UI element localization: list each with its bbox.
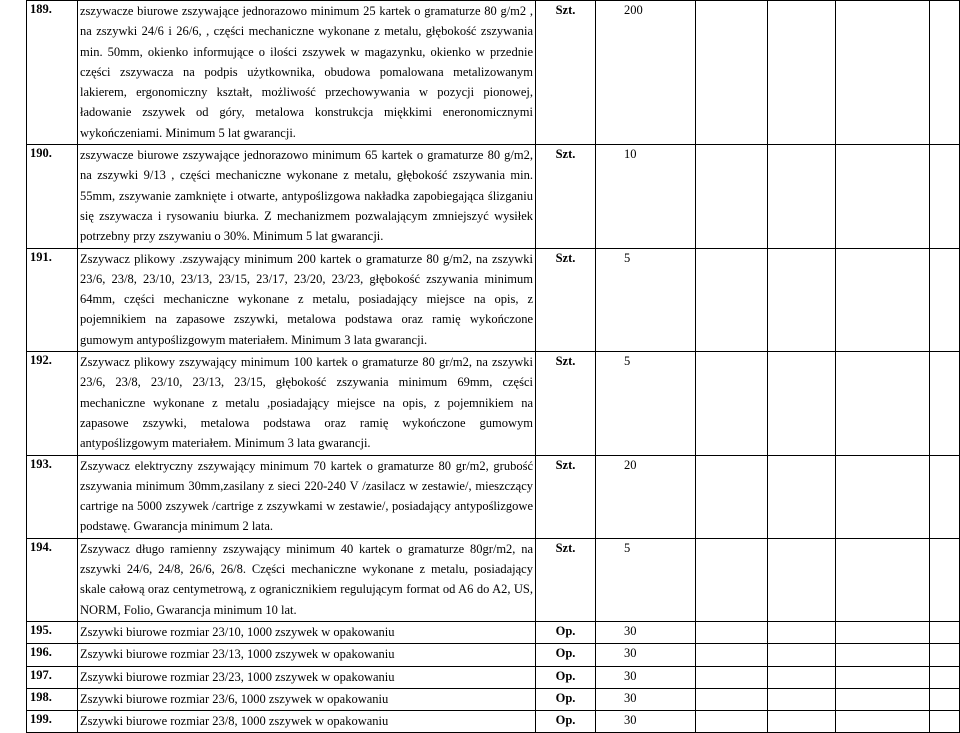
empty-cell bbox=[696, 666, 768, 688]
empty-cell bbox=[696, 688, 768, 710]
empty-cell bbox=[768, 621, 836, 643]
row-number: 191. bbox=[27, 248, 78, 351]
empty-cell bbox=[696, 145, 768, 248]
empty-cell bbox=[930, 621, 960, 643]
empty-cell bbox=[836, 711, 930, 733]
row-description: zszywacze biurowe zszywające jednorazowo minimum 65 kartek o gramaturze 80 g/m2, na zszywki 9/13 , części mechaniczne wykonane z metalu, głębokość zszywania min. 55mm, zszywanie zamknięte i otwarte, antypoślizgowa nakładka zapobiegająca ślizganiu się zszywacza i rysowaniu biurka. Z mechanizmem pozwalającym zmniejszyć wysiłek potrzebny przy zszywaniu o 30%. Minimum 5 lat gwarancji. bbox=[78, 145, 536, 248]
row-description: Zszywki biurowe rozmiar 23/23, 1000 zszywek w opakowaniu bbox=[78, 666, 536, 688]
row-description: Zszywki biurowe rozmiar 23/8, 1000 zszywek w opakowaniu bbox=[78, 711, 536, 733]
row-description: Zszywacz plikowy zszywający minimum 100 kartek o gramaturze 80 gr/m2, na zszywki 23/6, 23/8, 23/10, 23/13, 23/15, głębokość zszywania minimum 69mm, części mechaniczne wykonane z metalu ,posiadający miejsce na opis, z pojemnikiem na zapasowe zszywki, metalowa podstawa oraz ramię wykończone gumowym antypoślizgowym materiałem. Minimum 3 lata gwarancji. bbox=[78, 352, 536, 455]
table-row bbox=[27, 1, 960, 145]
empty-cell bbox=[768, 248, 836, 351]
row-quantity: 30 bbox=[596, 644, 696, 666]
empty-cell bbox=[768, 711, 836, 733]
empty-cell bbox=[696, 1, 768, 145]
table-row bbox=[27, 352, 960, 455]
empty-cell bbox=[696, 248, 768, 351]
empty-cell bbox=[930, 688, 960, 710]
row-quantity: 5 bbox=[596, 538, 696, 621]
row-unit: Szt. bbox=[536, 352, 596, 455]
empty-cell bbox=[836, 248, 930, 351]
row-number: 189. bbox=[27, 1, 78, 145]
row-number: 196. bbox=[27, 644, 78, 666]
empty-cell bbox=[768, 688, 836, 710]
row-unit: Op. bbox=[536, 688, 596, 710]
row-description: Zszywacz długo ramienny zszywający minimum 40 kartek o gramaturze 80gr/m2, na zszywki 24/6, 24/8, 26/6, 26/8. Części mechaniczne wykonane z metalu, posiadający skale całową oraz centymetrową, z ogranicznikiem regulującym format od A6 do A2, US, NORM, Folio, Gwarancja minimum 10 lat. bbox=[78, 538, 536, 621]
row-unit: Op. bbox=[536, 644, 596, 666]
table-row bbox=[27, 711, 960, 733]
row-unit: Szt. bbox=[536, 145, 596, 248]
row-number: 198. bbox=[27, 688, 78, 710]
row-number: 190. bbox=[27, 145, 78, 248]
row-quantity: 200 bbox=[596, 1, 696, 145]
items-table bbox=[26, 0, 960, 733]
empty-cell bbox=[930, 711, 960, 733]
table-row bbox=[27, 248, 960, 351]
row-unit: Op. bbox=[536, 711, 596, 733]
row-number: 193. bbox=[27, 455, 78, 538]
empty-cell bbox=[768, 145, 836, 248]
row-unit: Op. bbox=[536, 666, 596, 688]
row-quantity: 20 bbox=[596, 455, 696, 538]
empty-cell bbox=[930, 538, 960, 621]
row-quantity: 30 bbox=[596, 666, 696, 688]
empty-cell bbox=[836, 1, 930, 145]
row-description: Zszywki biurowe rozmiar 23/13, 1000 zszywek w opakowaniu bbox=[78, 644, 536, 666]
row-unit: Szt. bbox=[536, 248, 596, 351]
empty-cell bbox=[930, 666, 960, 688]
row-description: Zszywki biurowe rozmiar 23/6, 1000 zszywek w opakowaniu bbox=[78, 688, 536, 710]
row-quantity: 5 bbox=[596, 352, 696, 455]
row-quantity: 30 bbox=[596, 711, 696, 733]
row-description: Zszywacz elektryczny zszywający minimum 70 kartek o gramaturze 80 gr/m2, grubość zszywania minimum 30mm,zasilany z sieci 220-240 V /zasilacz w zestawie/, mieszczący cartrige na 5000 zszywek /cartrige z zszywkami w zestawie/, posiadający antypoślizgowe podstawę. Gwarancja minimum 2 lata. bbox=[78, 455, 536, 538]
table-row bbox=[27, 688, 960, 710]
row-number: 199. bbox=[27, 711, 78, 733]
empty-cell bbox=[836, 666, 930, 688]
empty-cell bbox=[768, 352, 836, 455]
empty-cell bbox=[930, 248, 960, 351]
row-quantity: 30 bbox=[596, 621, 696, 643]
table-row bbox=[27, 666, 960, 688]
row-number: 192. bbox=[27, 352, 78, 455]
row-unit: Szt. bbox=[536, 1, 596, 145]
row-description: Zszywki biurowe rozmiar 23/10, 1000 zszywek w opakowaniu bbox=[78, 621, 536, 643]
empty-cell bbox=[836, 688, 930, 710]
table-row bbox=[27, 621, 960, 643]
empty-cell bbox=[930, 455, 960, 538]
empty-cell bbox=[930, 145, 960, 248]
table-row bbox=[27, 455, 960, 538]
table-row bbox=[27, 145, 960, 248]
row-number: 194. bbox=[27, 538, 78, 621]
row-unit: Szt. bbox=[536, 455, 596, 538]
row-description: Zszywacz plikowy .zszywający minimum 200 kartek o gramaturze 80 g/m2, na zszywki 23/6, 23/8, 23/10, 23/13, 23/15, 23/17, 23/20, 23/23, głębokość zszywania minimum 64mm, części mechaniczne wykonane z metalu, posiadający miejsce na opis, z pojemnikiem na zapasowe zszywki, metalowa podstawa oraz ramię wykończone gumowym antypoślizgowym materiałem. Minimum 3 lata gwarancji. bbox=[78, 248, 536, 351]
row-unit: Op. bbox=[536, 621, 596, 643]
empty-cell bbox=[696, 455, 768, 538]
empty-cell bbox=[836, 538, 930, 621]
empty-cell bbox=[836, 621, 930, 643]
row-number: 197. bbox=[27, 666, 78, 688]
empty-cell bbox=[696, 711, 768, 733]
empty-cell bbox=[768, 538, 836, 621]
empty-cell bbox=[930, 1, 960, 145]
empty-cell bbox=[930, 352, 960, 455]
empty-cell bbox=[696, 352, 768, 455]
empty-cell bbox=[768, 666, 836, 688]
empty-cell bbox=[768, 455, 836, 538]
empty-cell bbox=[836, 145, 930, 248]
empty-cell bbox=[836, 455, 930, 538]
row-quantity: 30 bbox=[596, 688, 696, 710]
empty-cell bbox=[768, 1, 836, 145]
empty-cell bbox=[696, 621, 768, 643]
row-quantity: 10 bbox=[596, 145, 696, 248]
row-quantity: 5 bbox=[596, 248, 696, 351]
row-unit: Szt. bbox=[536, 538, 596, 621]
empty-cell bbox=[696, 538, 768, 621]
row-number: 195. bbox=[27, 621, 78, 643]
row-description: zszywacze biurowe zszywające jednorazowo minimum 25 kartek o gramaturze 80 g/m2 , na zszywki 24/6 i 26/6, , części mechaniczne wykonane z metalu, głębokość zszywania min. 50mm, okienko informujące o ilości zszywek w magazynku, okienko w przednie części zszywacza na podpis użytkownika, obudowa pomalowana metalizowanym lakierem, ergonomiczny kształt, możliwość przechowywania w pozycji pionowej, ładowanie zszywek od góry, metalowa konstrukcja miękkimi eneronomicznymi wykończeniami. Minimum 5 lat gwarancji. bbox=[78, 1, 536, 145]
empty-cell bbox=[836, 352, 930, 455]
table-row bbox=[27, 538, 960, 621]
